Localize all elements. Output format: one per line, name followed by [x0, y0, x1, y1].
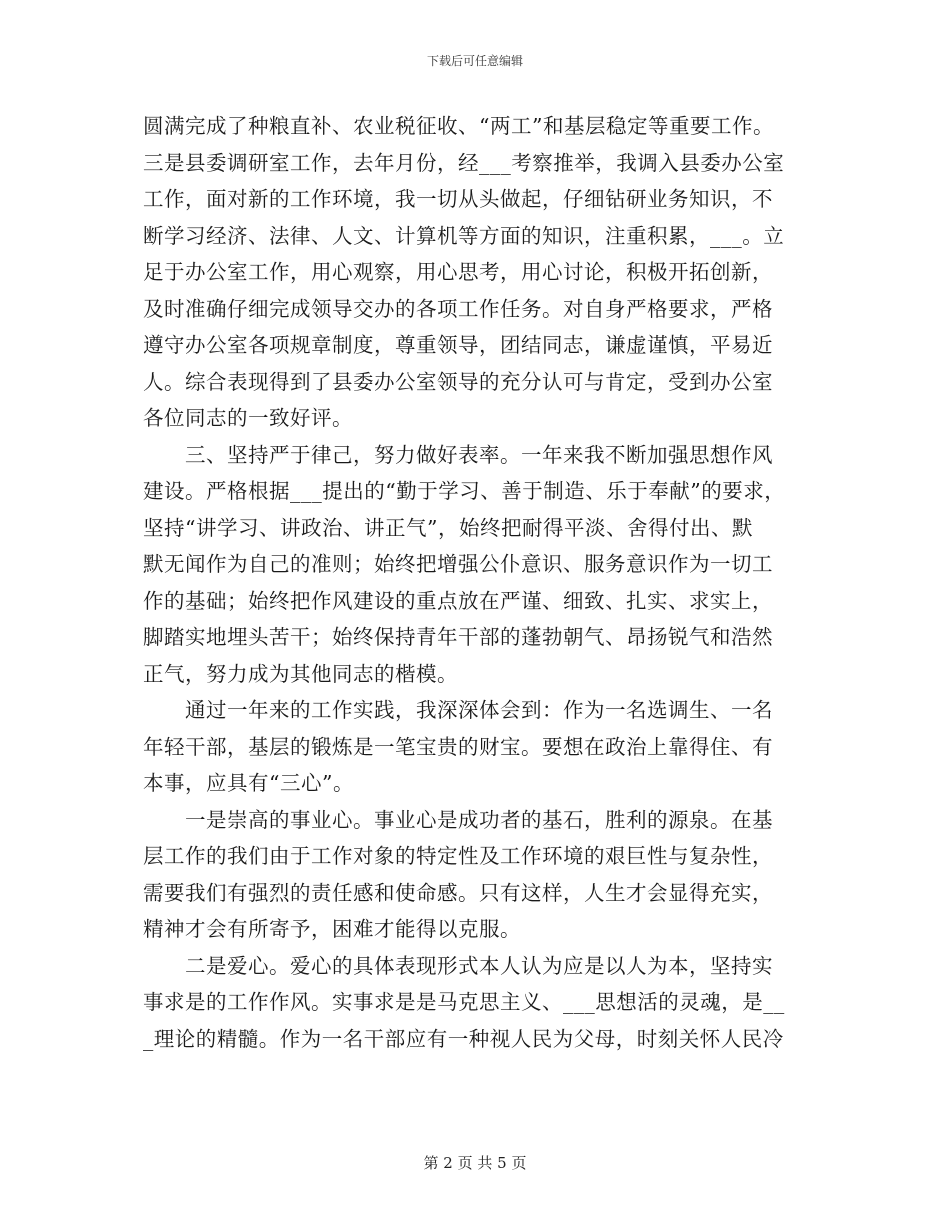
- body-line: 人。综合表现得到了县委办公室领导的充分认可与肯定，受到办公室: [143, 369, 773, 394]
- body-line: _理论的精髓。作为一名干部应有一种视人民为父母，时刻关怀人民冷: [143, 1026, 784, 1051]
- body-line: 二是爱心。爱心的具体表现形式本人认为应是以人为本，坚持实: [143, 953, 773, 978]
- body-line: 脚踏实地埋头苦干；始终保持青年干部的蓬勃朝气、昂扬锐气和浩然: [143, 625, 773, 649]
- page-number: 第 2 页 共 5 页: [423, 1154, 527, 1172]
- page-header: 下载后可任意编辑: [426, 54, 523, 68]
- body-line: 遵守办公室各项规章制度，尊重领导，团结同志，谦虚谨慎，平易近: [143, 333, 773, 357]
- body-line: 通过一年来的工作实践，我深深体会到：作为一名选调生、一名: [143, 698, 773, 722]
- body-line: 默无闻作为自己的准则；始终把增强公仆意识、服务意识作为一切工: [143, 552, 773, 576]
- body-line: 层工作的我们由于工作对象的特定性及工作环境的艰巨性与复杂性，: [143, 844, 773, 868]
- body-line: 各位同志的一致好评。: [143, 406, 353, 430]
- body-line: 足于办公室工作，用心观察，用心思考，用心讨论，积极开拓创新，: [143, 260, 773, 284]
- body-line: 三是县委调研室工作，去年月份，经___考察推举，我调入县委办公室: [143, 150, 785, 175]
- body-line: 圆满完成了种粮直补、农业税征收、“两工”和基层稳定等重要工作。: [143, 114, 774, 138]
- body-line: 年轻干部，基层的锻炼是一笔宝贵的财宝。要想在政治上靠得住、有: [143, 734, 773, 759]
- body-line: 事求是的工作作风。实事求是是马克思主义、___思想活的灵魂，是__: [143, 990, 785, 1014]
- body-line: 工作，面对新的工作环境，我一切从头做起，仔细钻研业务知识，不: [143, 187, 773, 211]
- body-line: 及时准确仔细完成领导交办的各项工作任务。对自身严格要求，严格: [143, 296, 773, 321]
- body-line: 三、坚持严于律己，努力做好表率。一年来我不断加强思想作风: [143, 442, 773, 467]
- body-line: 正气，努力成为其他同志的楷模。: [143, 661, 458, 686]
- body-line: 需要我们有强烈的责任感和使命感。只有这样，人生才会显得充实，: [143, 880, 773, 905]
- document-body: [143, 108, 815, 1057]
- body-line: 本事，应具有“三心”。: [143, 771, 354, 795]
- body-line: 坚持“讲学习、讲政治、讲正气”，始终把耐得平淡、舍得付出、默: [143, 515, 753, 540]
- body-line: 断学习经济、法律、人文、计算机等方面的知识，注重积累，___。立: [143, 223, 785, 248]
- body-line: 作的基础；始终把作风建设的重点放在严谨、细致、扎实、求实上，: [143, 588, 773, 613]
- body-line: 建设。严格根据___提出的“勤于学习、善于制造、乐于奉献”的要求，: [143, 479, 786, 503]
- body-line: 一是崇高的事业心。事业心是成功者的基石，胜利的源泉。在基: [143, 807, 773, 832]
- body-line: 精神才会有所寄予，困难才能得以克服。: [143, 917, 521, 941]
